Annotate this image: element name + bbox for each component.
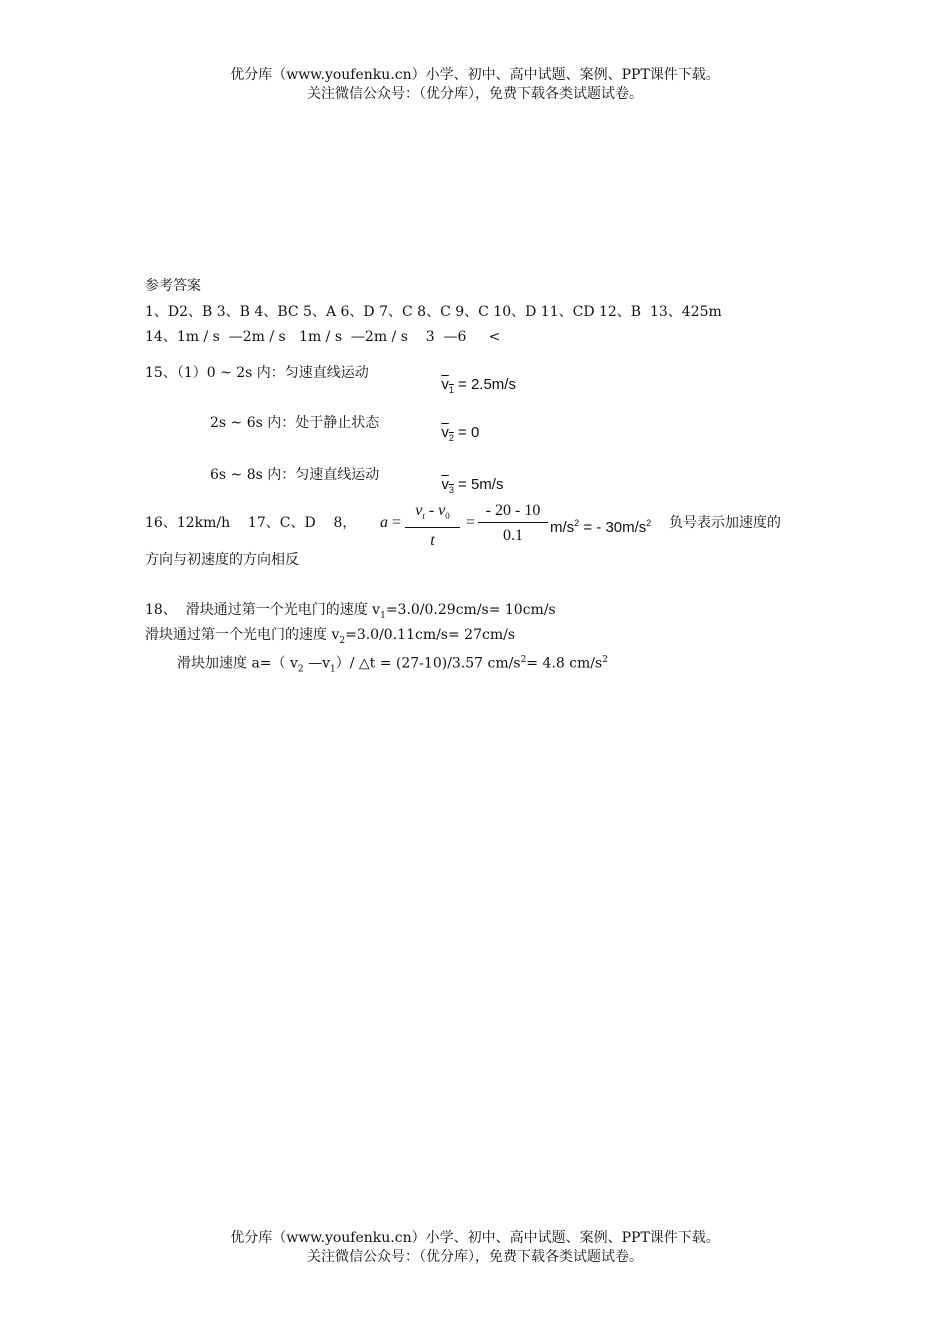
- q16-result: $m/s^2$ = - $30m/s^2$: [550, 518, 652, 536]
- q18-line-3: 滑块加速度 a=（ $v_2$ $—v_1)/$ △t = (27-10)/3.57 $cm/s^2= 4.8$ $cm/s^2$: [177, 655, 608, 675]
- q16-tail: 负号表示加速度的: [669, 515, 781, 531]
- q15-c-vbar: $v_3$: [441, 476, 454, 495]
- q15-a-vbar: $v_1$: [441, 376, 454, 395]
- q16-line-2: 方向与初速度的方向相反: [145, 552, 299, 568]
- answers-line-1-13: 1、D2、B 3、B 4、BC 5、A 6、D 7、C 8、C 9、C 10、D 11、CD 12、B 13、425m: [145, 304, 722, 320]
- q16-fraction-1: $\frac{v_t - v_0}{t}$: [405, 500, 460, 554]
- answers-title: 参考答案: [145, 278, 201, 294]
- page-footer: [0, 1229, 950, 1267]
- q15-a-formula: $v_1 = 2.5m/s$: [441, 376, 516, 395]
- q16-eq-2: =: [466, 514, 476, 531]
- q15-b-vbar: $v_2$: [441, 424, 454, 443]
- q16-a-var: a =: [380, 514, 402, 531]
- q15-b-formula: $v_2 = 0$: [441, 424, 480, 443]
- page-header: [0, 66, 950, 104]
- footer-line-2: 关注微信公众号：（优分库），免费下载各类试题试卷。: [307, 1249, 643, 1265]
- header-line-1: 优分库（www.youfenku.cn）小学、初中、高中试题、案例、PPT课件下载。: [230, 67, 720, 83]
- q15-a-text: 15、（1）0 ~ 2s 内：匀速直线运动: [145, 365, 369, 381]
- q15-c-formula: $v_3 = 5m/s$: [441, 476, 504, 495]
- q18-line-2: 滑块通过第一个光电门的速度 $v_2=3.0/0.11cm/s= 27cm/s$: [145, 627, 516, 646]
- q15-b-text: 2s ~ 6s 内：处于静止状态: [210, 415, 380, 431]
- answers-line-14: 14、1m / s —2m / s 1m / s —2m / s 3 —6 <: [145, 329, 501, 345]
- header-line-2: 关注微信公众号：（优分库），免费下载各类试题试卷。: [307, 86, 643, 102]
- q16-prefix: 16、12km/h 17、C、D 8，: [145, 515, 357, 531]
- footer-line-1: 优分库（www.youfenku.cn）小学、初中、高中试题、案例、PPT课件下载。: [230, 1230, 720, 1246]
- q18-line-1: 18、 滑块通过第一个光电门的速度 $v_1=3.0/0.29cm/s= 10cm/s$: [145, 602, 556, 621]
- q16-fraction-2: $\frac{- 20 - 10}{0.1}$: [478, 500, 548, 549]
- q15-c-text: 6s ~ 8s 内：匀速直线运动: [210, 467, 380, 483]
